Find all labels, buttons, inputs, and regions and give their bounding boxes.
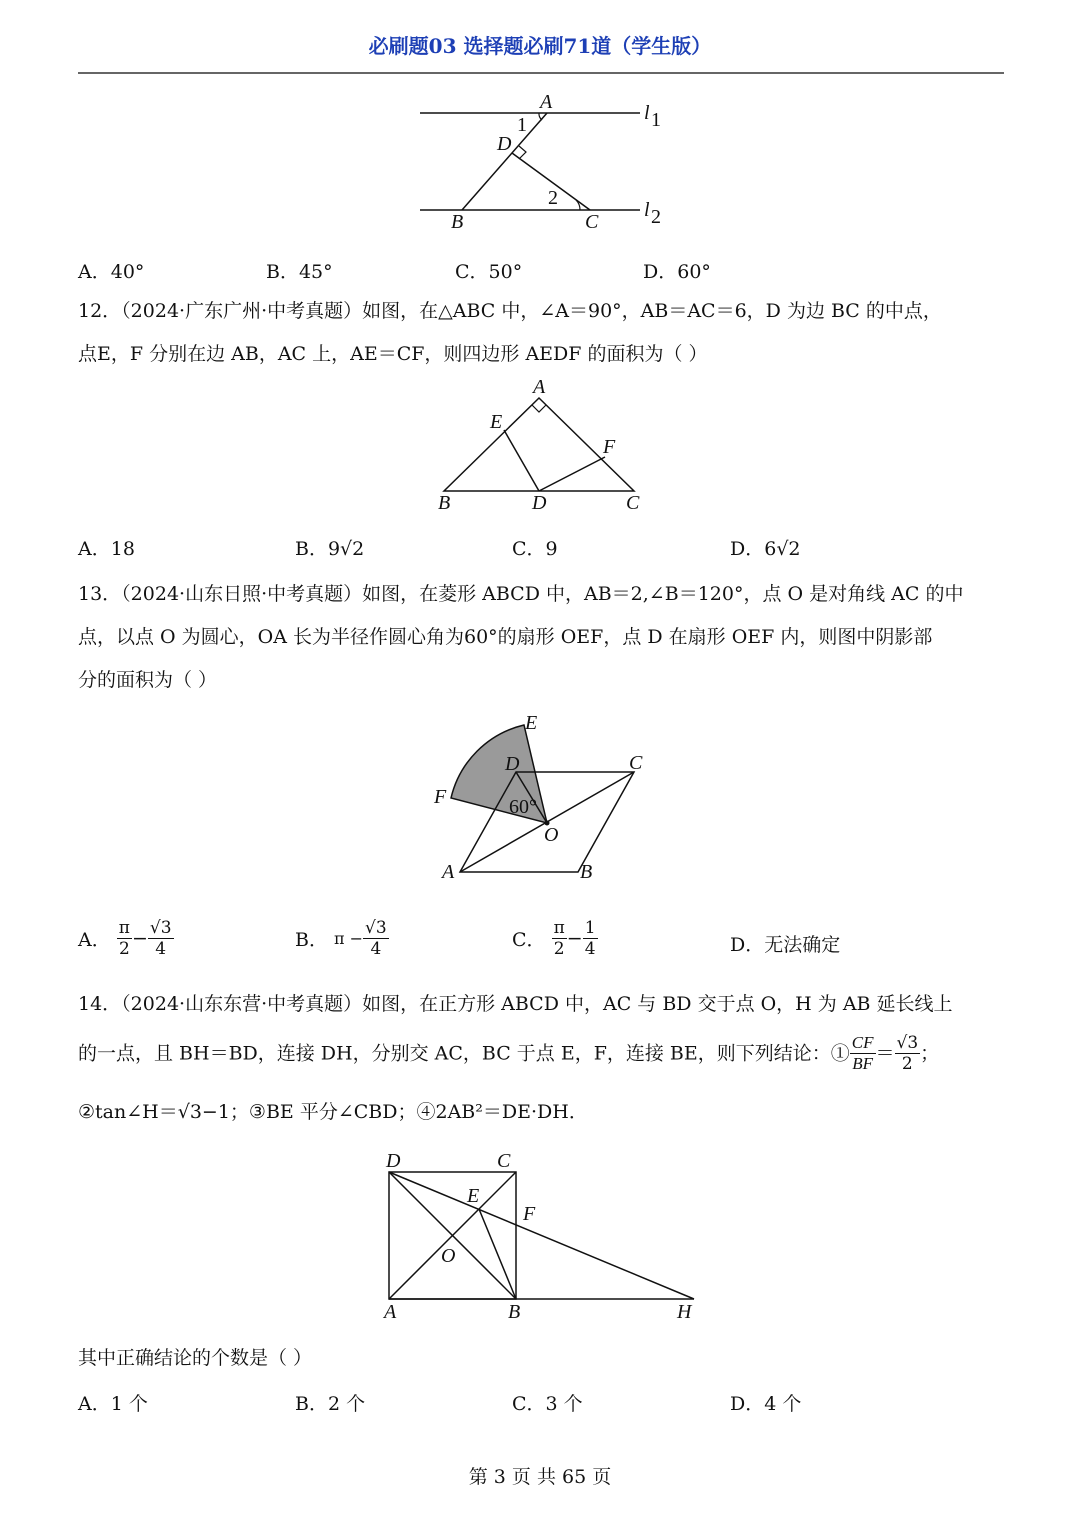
q13-stem-line2: 点，以点 O 为圆心，OA 长为半径作圆心角为60°的扇形 OEF，点 D 在扇形 OEF 内，则图中阴影部 — [78, 626, 933, 648]
q14-option-c[interactable]: C．3 个 — [512, 1393, 583, 1415]
q11-label-B: B — [451, 211, 464, 233]
q12-option-a[interactable]: A．18 — [78, 538, 135, 560]
q11-label-l1-sub: 1 — [651, 109, 661, 131]
q11-label-angle2: 2 — [548, 187, 558, 209]
q11-label-C: C — [585, 211, 599, 233]
q12-option-c[interactable]: C．9 — [512, 538, 558, 560]
q14-label-O: O — [441, 1245, 456, 1267]
q12-figure — [430, 375, 650, 515]
q11-option-c[interactable]: C．50° — [455, 261, 523, 283]
q12-label-B: B — [438, 492, 451, 514]
q11-label-l1: l — [644, 102, 650, 124]
q12-label-C: C — [626, 492, 640, 514]
q11-option-b[interactable]: B．45° — [266, 261, 333, 283]
q14-label-D: D — [386, 1150, 401, 1172]
q12-label-D: D — [532, 492, 547, 514]
q14-label-A: A — [384, 1301, 397, 1323]
q12-label-E: E — [490, 411, 503, 433]
q11-label-A: A — [540, 91, 553, 113]
q13-option-b[interactable]: B． π − $\frac{√3}{4}$ — [295, 918, 387, 959]
q14-stem-line2: 的一点，且 BH＝BD，连接 DH，分别交 AC，BC 于点 E，F，连接 BE，则下列结论：① $\frac{CF}{BF}$ ＝ $\frac{√3}{2}$ ； — [78, 1033, 940, 1074]
q14-label-B: B — [508, 1301, 521, 1323]
q14-label-C: C — [497, 1150, 511, 1172]
q11-label-l2: l — [644, 199, 650, 221]
q13-option-c[interactable]: C． $\frac{\pi}{2}$ − $\frac{1}{4}$ — [512, 918, 596, 959]
q14-option-d[interactable]: D．4 个 — [730, 1393, 802, 1415]
q13-label-F: F — [434, 786, 447, 808]
q13-stem-line1: 13．（2024·山东日照·中考真题）如图，在菱形 ABCD 中，AB＝2,∠B＝120°，点 O 是对角线 AC 的中 — [78, 583, 964, 605]
q12-stem-line1: 12．（2024·广东广州·中考真题）如图，在△ABC 中，∠A＝90°，AB＝AC＝6，D 为边 BC 的中点， — [78, 300, 942, 322]
q14-question: 其中正确结论的个数是（ ） — [78, 1347, 313, 1369]
q13-label-E: E — [525, 712, 538, 734]
q13-stem-line3: 分的面积为（ ） — [78, 669, 218, 691]
header-divider — [78, 72, 1004, 74]
q12-option-b[interactable]: B．9√2 — [295, 538, 365, 560]
q13-label-B: B — [580, 861, 593, 883]
q11-option-d[interactable]: D．60° — [643, 261, 711, 283]
q11-label-D: D — [497, 133, 512, 155]
q14-option-a[interactable]: A．1 个 — [78, 1393, 148, 1415]
q14-label-E: E — [467, 1185, 480, 1207]
q11-figure — [410, 90, 680, 240]
q12-label-F: F — [603, 436, 616, 458]
q13-option-a[interactable]: A． $\frac{\pi}{2}$ − $\frac{√3}{4}$ — [78, 918, 172, 959]
q11-label-angle1: 1 — [517, 114, 527, 136]
q12-option-d[interactable]: D．6√2 — [730, 538, 801, 560]
page-number: 第 3 页 共 65 页 — [468, 1466, 612, 1488]
q11-label-l2-sub: 2 — [651, 206, 661, 228]
q11-option-a[interactable]: A．40° — [78, 261, 145, 283]
q13-label-D: D — [505, 753, 520, 775]
q13-figure — [430, 710, 660, 890]
q14-option-b[interactable]: B．2 个 — [295, 1393, 366, 1415]
q14-stem-line3: ②tan∠H＝√3−1；③BE 平分∠CBD；④2AB²＝DE·DH． — [78, 1101, 588, 1123]
q14-stem-line1: 14．（2024·山东东营·中考真题）如图，在正方形 ABCD 中，AC 与 BD 交于点 O，H 为 AB 延长线上 — [78, 993, 953, 1015]
page-header-title: 必刷题03 选择题必刷71道（学生版） — [368, 34, 712, 58]
q12-stem-line2: 点E，F 分别在边 AB，AC 上，AE＝CF，则四边形 AEDF 的面积为（ ） — [78, 343, 708, 365]
q13-label-O: O — [544, 824, 559, 846]
q12-label-A: A — [533, 376, 546, 398]
q13-label-C: C — [629, 752, 643, 774]
q13-option-d[interactable]: D．无法确定 — [730, 934, 841, 956]
q14-label-F: F — [523, 1203, 536, 1225]
q13-label-angle: 60° — [509, 796, 537, 818]
q13-label-A: A — [442, 861, 455, 883]
q14-figure — [380, 1145, 710, 1325]
q14-label-H: H — [677, 1301, 692, 1323]
